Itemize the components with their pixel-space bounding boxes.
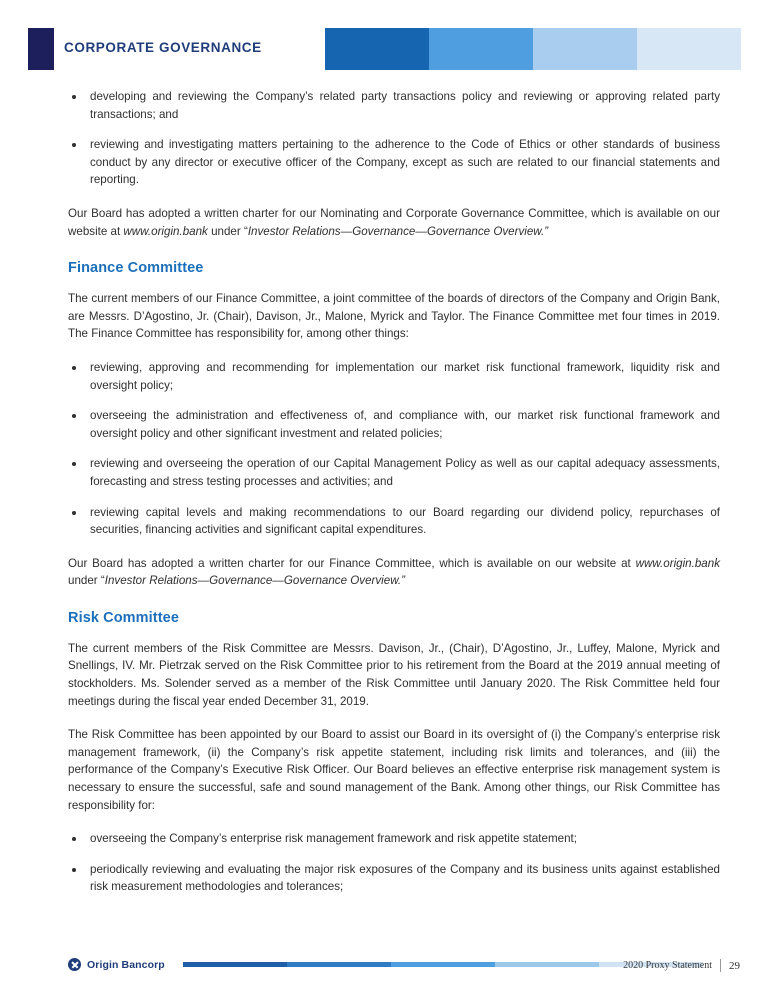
list-item: periodically reviewing and evaluating the major risk exposures of the Company and its business units against established risk measurement methodologies and tolerances; (68, 861, 720, 896)
list-item: developing and reviewing the Company’s related party transactions policy and reviewing or approving related party transactions; and (68, 88, 720, 123)
risk-paragraph-2: The Risk Committee has been appointed by our Board to assist our Board in its oversight of (i) the Company’s enterprise risk management framework, (ii) the Company’s risk appetite statement, including risk limits and tolerances, and (iii) the performance of the Company’s Executive Risk Officer. Our Board believes an effective enterprise risk management system is necessary to ensure the successful, safe and sound management of the Bank. Among other things, our Risk Committee has responsibility for: (68, 728, 720, 812)
header-bar-4 (637, 28, 741, 70)
charter-text-part1: Our Board has adopted a written charter for our Nominating and Corporate Governance Committee, which is available on our website at (68, 206, 720, 238)
charter-text-part2: under “ (207, 224, 248, 238)
charter-path: Investor Relations—Governance—Governance Overview.” (247, 224, 549, 238)
nominating-charter-paragraph (68, 205, 720, 240)
footer-divider (720, 959, 721, 972)
list-item: reviewing capital levels and making recommendations to our Board regarding our dividend policy, repurchases of securities, financing activities and significant capital expenditures. (68, 504, 720, 539)
finance-charter-part2: under “ (68, 574, 105, 588)
risk-committee-heading: Risk Committee (68, 609, 179, 626)
finance-charter-path: Investor Relations—Governance—Governance Overview.” (104, 574, 406, 588)
finance-committee-heading: Finance Committee (68, 260, 204, 277)
finance-charter-paragraph (68, 555, 720, 590)
list-item: reviewing, approving and recommending for implementation our market risk functional framework, liquidity risk and oversight policy; (68, 359, 720, 394)
risk-bullet-list (68, 830, 720, 896)
document-content (68, 88, 720, 896)
footer-page-number: 29 (729, 959, 740, 972)
footer-bar-3 (391, 962, 495, 967)
footer-logo-label: Origin Bancorp (87, 958, 165, 971)
page-footer (0, 956, 768, 982)
header-bar-3 (533, 28, 637, 70)
list-item: reviewing and overseeing the operation of our Capital Management Policy as well as our capital adequacy assessments, forecasting and stress testing processes and activities; and (68, 455, 720, 490)
origin-logo-icon (68, 958, 81, 971)
footer-bar-1 (183, 962, 287, 967)
website-link[interactable]: www.origin.bank (635, 556, 720, 570)
finance-charter-part1: Our Board has adopted a written charter for our Finance Committee, which is available on our website at (68, 556, 636, 570)
header-color-bars (325, 28, 741, 70)
finance-intro-paragraph: The current members of our Finance Committee, a joint committee of the boards of directors of the Company and Origin Bank, are Messrs. D’Agostino, Jr. (Chair), Davison, Jr., Malone, Myrick and Taylor. The Finance Committee met four times in 2019. The Finance Committee has responsibility for, among other things: (68, 292, 720, 341)
footer-meta (623, 959, 740, 972)
risk-paragraph-1: The current members of the Risk Committee are Messrs. Davison, Jr., (Chair), D’Agostino, Jr., Luffey, Malone, Myrick and Snellings, IV. Mr. Pietrzak served on the Risk Committee prior to his retirement from the Board at the 2019 annual meeting of stockholders. Ms. Solender served as a member of the Risk Committee until January 2020. The Risk Committee held four meetings during the fiscal year ended December 31, 2019. (68, 641, 720, 708)
footer-bar-2 (287, 962, 391, 967)
list-item: overseeing the Company’s enterprise risk management framework and risk appetite statement; (68, 830, 720, 848)
page-header (0, 28, 768, 70)
top-bullet-list (68, 88, 720, 189)
page-title: CORPORATE GOVERNANCE (64, 40, 262, 55)
header-bar-2 (429, 28, 533, 70)
list-item: overseeing the administration and effectiveness of, and compliance with, our market risk functional framework and oversight policy and other significant investment and related policies; (68, 407, 720, 442)
website-link[interactable]: www.origin.bank (123, 224, 208, 238)
list-item: reviewing and investigating matters pertaining to the adherence to the Code of Ethics or other standards of business conduct by any director or executive officer of the Company, except as such are related to our financial statements and reporting. (68, 136, 720, 189)
footer-document-label: 2020 Proxy Statement (623, 960, 712, 971)
header-bar-1 (325, 28, 429, 70)
header-accent-block (28, 28, 54, 70)
footer-bar-4 (495, 962, 599, 967)
finance-bullet-list (68, 359, 720, 539)
origin-bancorp-logo (68, 958, 165, 971)
